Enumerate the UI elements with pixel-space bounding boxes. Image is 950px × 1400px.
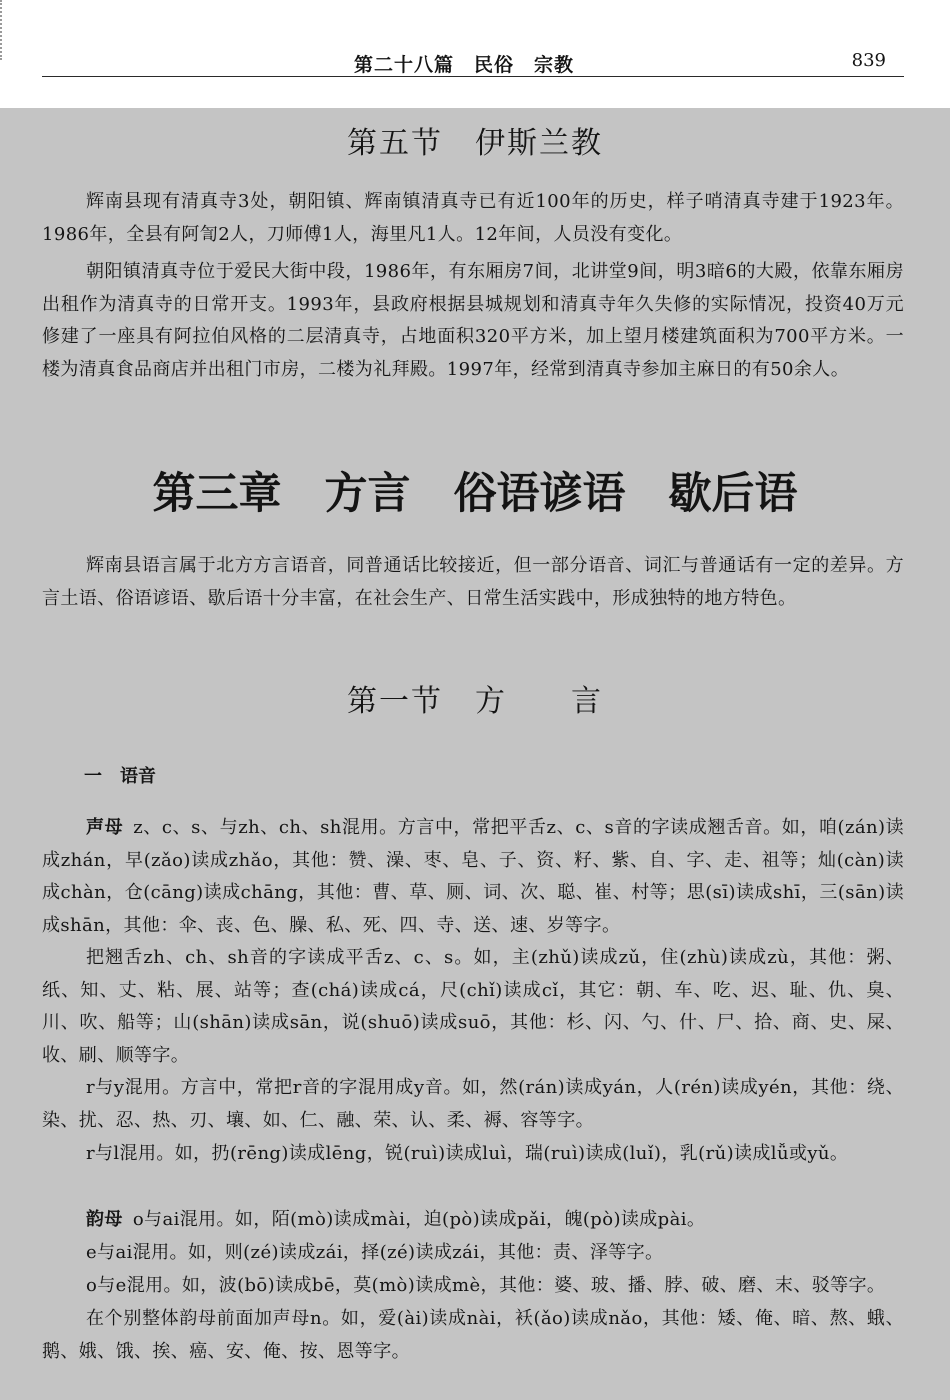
item-heading-phonetics: 一 语音 — [84, 766, 156, 787]
chapter-heading: 第三章 方言 俗语谚语 歇后语 — [152, 469, 798, 519]
running-header — [42, 40, 904, 77]
section-heading-islam: 第五节 伊斯兰教 — [347, 126, 603, 161]
header-title: 第二十八篇 民俗 宗教 — [354, 54, 575, 76]
paragraph-islam-1: 辉南县现有清真寺3处，朝阳镇、辉南镇清真寺已有近100年的历史，样子哨清真寺建于1923年。1986年，全县有阿訇2人，刀师傅1人，海里凡1人。12年间，人员没有变化。 — [42, 191, 904, 245]
initials-text-1: z、c、s、与zh、ch、sh混用。方言中，常把平舌z、c、s音的字读成翘舌音。如，咱(zán)读成zhán，早(zǎo)读成zhǎo，其他：赞、澡、枣、皂、子、资、籽、紫、自、字、走、祖等；灿(càn)读成chàn，仓(cāng)读成chāng，其他：曹、草、厕、词、次、聪、崔、村等；思(sī)读成shī，三(sān)读成shān，其他：伞、丧、色、臊、私、死、四、寺、送、速、岁等字。 — [42, 817, 904, 936]
finals-text-1: o与ai混用。如，陌(mò)读成mài，迫(pò)读成pǎi，魄(pò)读成pài。 — [132, 1209, 706, 1230]
paragraph-initials-3: r与y混用。方言中，常把r音的字混用成y音。如，然(rán)读成yán，人(rén)读成yén，其他：绕、染、扰、忍、热、刃、壤、如、仁、融、荣、认、柔、褥、容等字。 — [42, 1077, 904, 1131]
paragraph-islam-2: 朝阳镇清真寺位于爱民大街中段，1986年，有东厢房7间，北讲堂9间，明3暗6的大殿，依靠东厢房出租作为清真寺的日常开支。1993年，县政府根据县城规划和清真寺年久失修的实际情况，投资40万元修建了一座具有阿拉伯风格的二层清真寺，占地面积320平方米，加上望月楼建筑面积为700平方米。一楼为清真食品商店并出租门市房，二楼为礼拜殿。1997年，经常到清真寺参加主麻日的有50余人。 — [42, 261, 904, 380]
paragraph-finals-1 — [42, 1204, 904, 1237]
initials-label: 声母 — [86, 817, 124, 838]
finals-label: 韵母 — [86, 1209, 123, 1230]
section-heading-dialect: 第一节 方 言 — [347, 684, 603, 719]
chapter-intro: 辉南县语言属于北方方言语音，同普通话比较接近，但一部分语音、词汇与普通话有一定的差异。方言土语、俗语谚语、歇后语十分丰富，在社会生产、日常生活实践中，形成独特的地方特色。 — [42, 555, 904, 609]
page-number: 839 — [851, 50, 886, 71]
paragraph-initials-2: 把翘舌zh、ch、sh音的字读成平舌z、c、s。如，主(zhǔ)读成zǔ，住(zhù)读成zù，其他：粥、纸、知、丈、粘、展、站等；查(chá)读成cá，尺(chǐ)读成cǐ，其它：朝、车、吃、迟、耻、仇、臭、川、吹、船等；山(shān)读成sān，说(shuō)读成suō，其他：杉、闪、勺、什、尸、拾、商、史、屎、收、刷、顺等字。 — [42, 947, 904, 1066]
paragraph-finals-3: o与e混用。如，波(bō)读成bē，莫(mò)读成mè，其他：婆、玻、播、脖、破、磨、末、驳等字。 — [86, 1275, 886, 1296]
page-edge-marks — [0, 0, 10, 60]
paragraph-finals-2: e与ai混用。如，则(zé)读成zái，择(zé)读成zái，其他：责、泽等字。 — [86, 1242, 664, 1263]
paragraph-initials-1 — [42, 812, 904, 942]
paragraph-initials-4: r与l混用。如，扔(rēng)读成lēng，锐(ruì)读成luì，瑞(ruì)读成(luǐ)，乳(rǔ)读成lǚ或yǔ。 — [86, 1143, 849, 1164]
paragraph-finals-4: 在个别整体韵母前面加声母n。如，爱(ài)读成nài，袄(ǎo)读成nǎo，其他：矮、俺、暗、熬、蛾、鹅、娥、饿、挨、癌、安、俺、按、恩等字。 — [42, 1308, 904, 1362]
